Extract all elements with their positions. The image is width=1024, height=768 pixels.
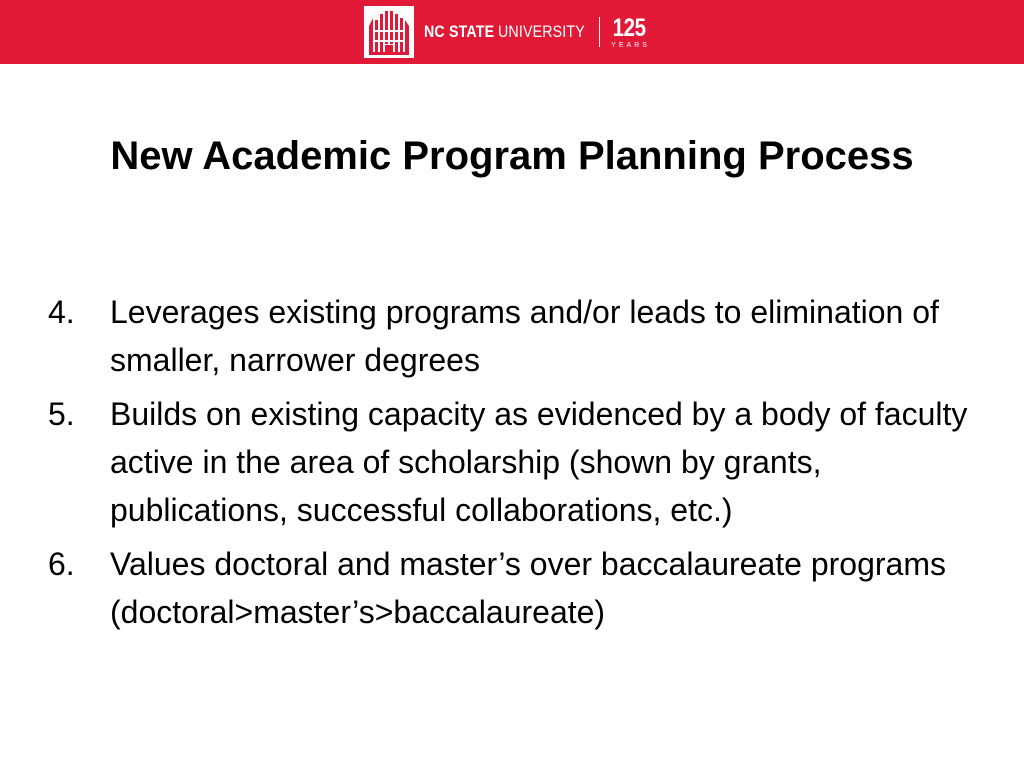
list-item-text: Leverages existing programs and/or leads to elimination of smaller, narrower degrees (110, 294, 939, 378)
numbered-list (48, 288, 988, 642)
brick-building-icon (364, 6, 414, 58)
list-item-text: Builds on existing capacity as evidenced by a body of faculty active in the area of scholarship (shown by grants, publications, successful collaborations, etc.) (110, 396, 968, 528)
list-item (48, 390, 988, 534)
wordmark-light: UNIVERSITY (497, 22, 585, 41)
logo-divider (599, 17, 601, 47)
list-item-text: Values doctoral and master’s over baccalaureate programs (doctoral>master’s>baccalaureate) (110, 546, 946, 630)
anniversary-mark (608, 13, 650, 49)
list-item-number: 4. (48, 294, 75, 330)
list-item (48, 540, 988, 636)
anniversary-word: YEARS (611, 41, 650, 49)
list-item (48, 288, 988, 384)
university-wordmark (424, 24, 585, 41)
list-item-number: 5. (48, 396, 75, 432)
wordmark-bold: NC STATE (424, 22, 495, 41)
slide-title: New Academic Program Planning Process (110, 134, 914, 178)
list-item-number: 6. (48, 546, 75, 582)
anniversary-number: 125 (612, 13, 646, 42)
header-bar (0, 0, 1024, 64)
nc-state-logo (364, 6, 650, 58)
